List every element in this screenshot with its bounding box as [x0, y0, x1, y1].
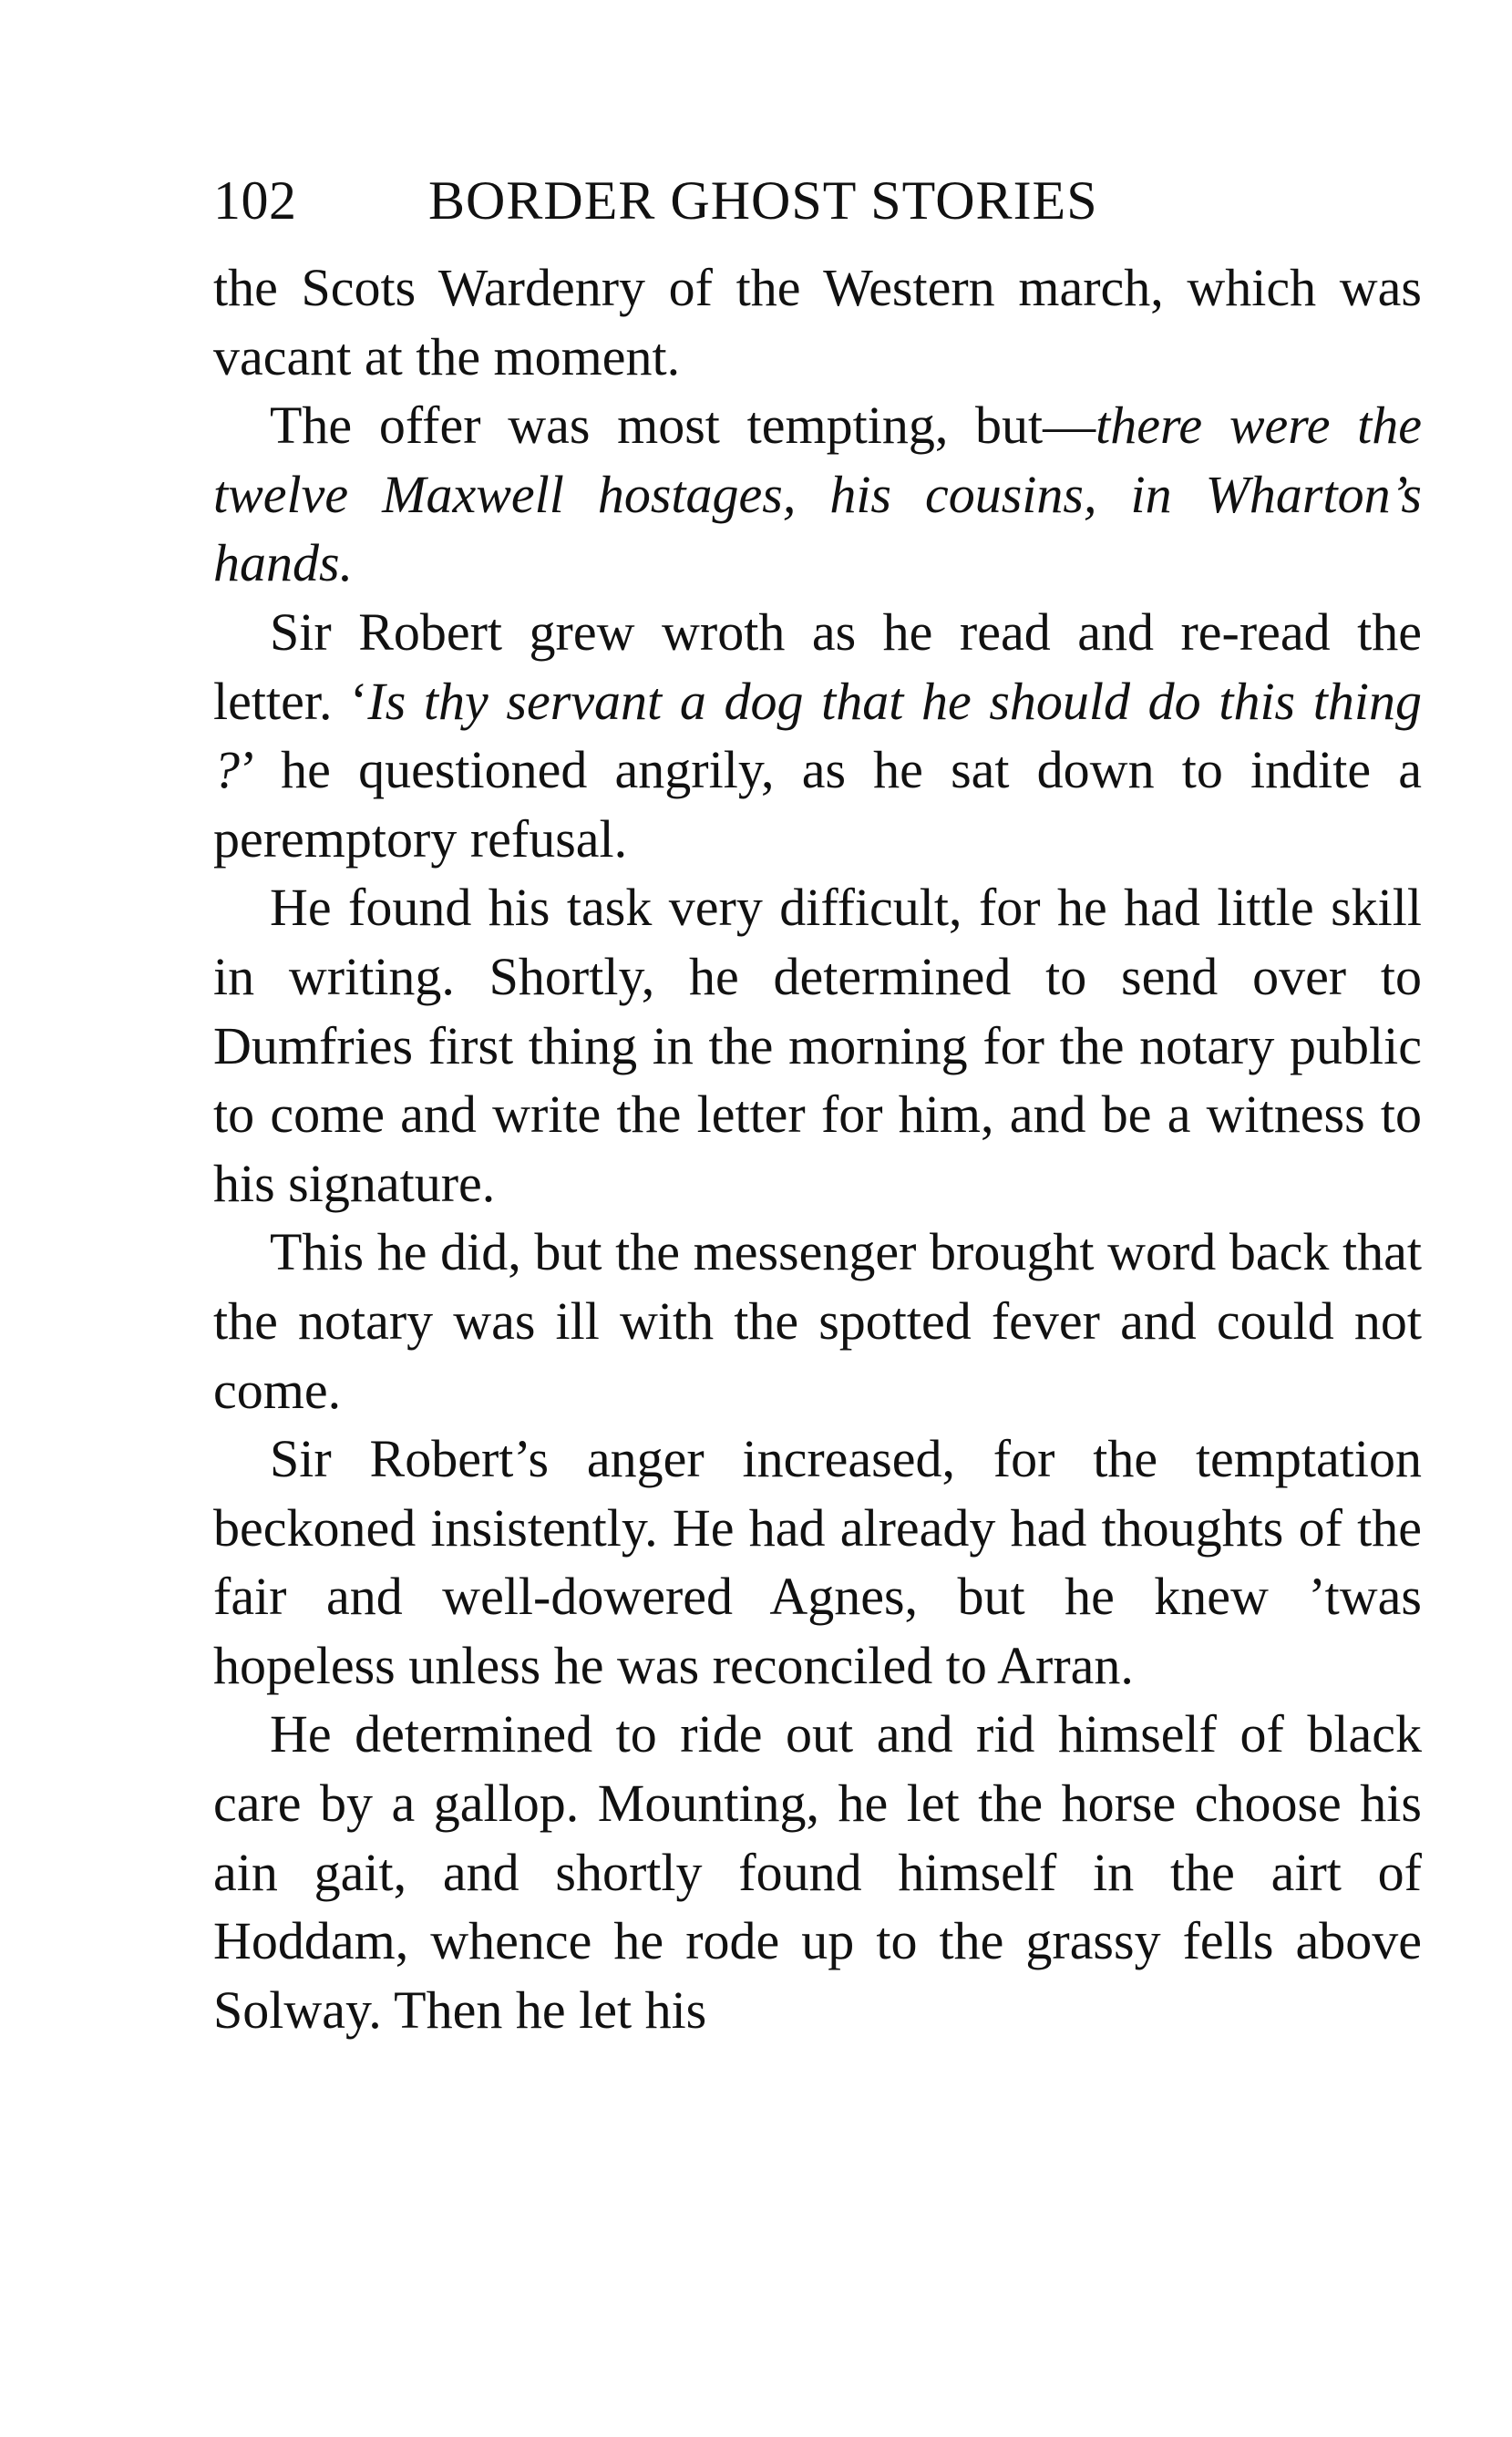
- text-run: Sir Robert grew wroth as he read and re-read the letter. ‘: [213, 602, 1422, 731]
- book-page: [213, 164, 1422, 2044]
- paragraph-3: [213, 598, 1422, 873]
- paragraph-1: [213, 253, 1422, 391]
- text-run: ’ he questioned angrily, as he sat down to indite a peremptory refusal.: [213, 740, 1422, 869]
- paragraph-7: [213, 1700, 1422, 2044]
- text-run: He determined to ride out and rid himself of black care by a gallop. Mounting, he let the horse choose his ain gait, and shortly found himself in the airt of Hoddam, whence he rode up to the grassy fells above Solway. Then he let his: [213, 1704, 1422, 2040]
- paragraph-2: [213, 391, 1422, 598]
- text-run: the Scots Wardenry of the Western march, which was vacant at the moment.: [213, 258, 1422, 386]
- body-text: [213, 253, 1422, 2044]
- italic-text-run: there were the twelve Maxwell hostages, his cousins, in Wharton’s hands.: [213, 396, 1423, 593]
- paragraph-4: [213, 873, 1422, 1218]
- italic-text-run: Is thy servant a dog that he should do this thing ?: [213, 671, 1422, 800]
- text-run: Sir Robert’s anger increased, for the temptation beckoned insistently. He had already had thoughts of the fair and well-dowered Agnes, but he knew ’twas hopeless unless he was reconciled to Arran.: [213, 1429, 1422, 1695]
- paragraph-6: [213, 1424, 1422, 1700]
- paragraph-5: [213, 1218, 1422, 1424]
- page-number: 102: [213, 170, 297, 231]
- running-head: [213, 164, 1422, 237]
- running-title: BORDER GHOST STORIES: [428, 170, 1098, 231]
- text-run: This he did, but the messenger brought word back that the notary was ill with the spotted fever and could not come.: [213, 1222, 1422, 1420]
- text-run: He found his task very difficult, for he had little skill in writing. Shortly, he determined to send over to Dumfries first thing in the morning for the notary public to come and write the letter for him, and be a witness to his signature.: [213, 878, 1422, 1213]
- text-run: The offer was most tempting, but—: [270, 396, 1096, 456]
